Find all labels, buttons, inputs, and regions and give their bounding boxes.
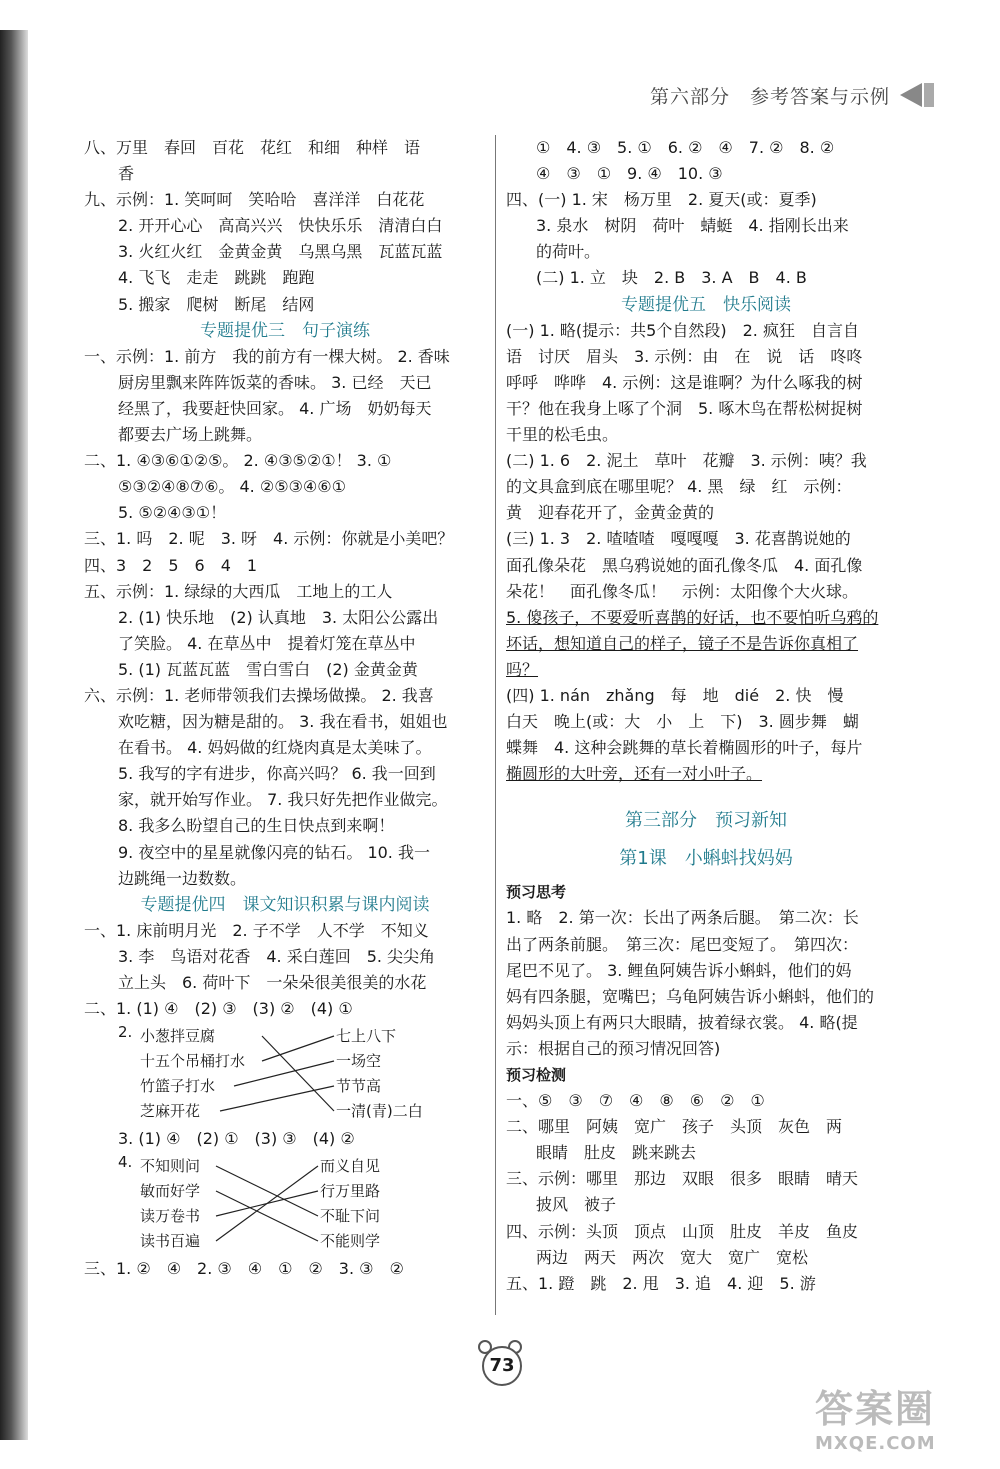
answer-line: 六、示例：1. 老师带领我们去操场做操。 2. 我喜 — [84, 685, 434, 705]
matching-exercise-2 — [84, 1152, 486, 1256]
answer-line: 五、1. 蹬 跳 2. 甩 3. 追 4. 迎 5. 游 — [506, 1273, 816, 1293]
answer-line: 9. 夜空中的星星就像闪亮的钻石。 10. 我一 — [118, 842, 430, 862]
answer-line: 欢吃糖，因为糖是甜的。 3. 我在看书，姐姐也 — [118, 712, 448, 732]
answer-line: 3. 泉水 树阴 荷叶 蜻蜓 4. 指刚长出来 — [536, 216, 849, 236]
answer-line: 披风 被子 — [536, 1195, 617, 1215]
watermark-url: MXQE.COM — [815, 1433, 936, 1454]
lesson-title: 第1课 小蝌蚪找妈妈 — [619, 848, 793, 870]
right-column — [506, 135, 906, 1297]
answer-line-underlined: 5. 傻孩子，不要爱听喜鹊的好话，也不要怕听乌鸦的 — [506, 607, 879, 627]
header-arrow-icon — [900, 83, 922, 107]
match-number: 4. — [118, 1153, 133, 1172]
answer-line: 眼睛 肚皮 跳来跳去 — [536, 1143, 697, 1163]
answer-line: 三、示例：哪里 那边 双眼 很多 眼睛 晴天 — [506, 1169, 859, 1189]
answer-line: 尾巴不见了。 3. 鲤鱼阿姨告诉小蝌蚪，他们的妈 — [506, 960, 852, 980]
answer-line: 二、1. (1) ④ (2) ③ (3) ② (4) ① — [84, 999, 353, 1019]
match-right-item: 不能则学 — [320, 1232, 381, 1251]
answer-line: 2. 开开心心 高高兴兴 快快乐乐 清清白白 — [118, 216, 443, 236]
match-right-item: 一清(青)二白 — [336, 1102, 423, 1121]
match-lines-1 — [84, 1022, 486, 1126]
answer-line: 黄 迎春花开了，金黄金黄的 — [506, 503, 715, 523]
answer-line: 出了两条前腿。 第三次：尾巴变短了。 第四次： — [506, 934, 859, 954]
answer-line: 三、1. ② ④ 2. ③ ④ ① ② 3. ③ ② — [84, 1259, 404, 1279]
answer-line: 四、示例：头顶 顶点 山顶 肚皮 羊皮 鱼皮 — [506, 1221, 859, 1241]
answer-line: 五、示例：1. 绿绿的大西瓜 工地上的工人 — [84, 581, 393, 601]
match-number: 2. — [118, 1023, 133, 1042]
answer-line: 面孔像朵花 黑乌鸦说她的面孔像冬瓜 4. 面孔像 — [506, 555, 863, 575]
answer-line: 呼呼 哗哗 4. 示例：这是谁啊？为什么啄我的树 — [506, 372, 863, 392]
match-right-item: 一场空 — [336, 1052, 382, 1071]
section-title: 专题提优五 快乐阅读 — [621, 294, 791, 315]
subsection-title: 预习思考 — [506, 883, 567, 902]
answer-line: 三、1. 吗 2. 呢 3. 呀 4. 示例：你就是小美吧？ — [84, 529, 454, 549]
answer-line: 一、示例：1. 前方 我的前方有一棵大树。 2. 香味 — [84, 346, 450, 366]
answer-line: 5. 搬家 爬树 断尾 结网 — [118, 294, 315, 314]
match-right-item: 不耻下问 — [320, 1207, 381, 1226]
answer-line: 1. 略 2. 第一次：长出了两条后腿。 第二次：长 — [506, 908, 859, 928]
match-left-item: 不知则问 — [140, 1157, 201, 1176]
answer-line: 家，就开始写作业。 7. 我只好先把作业做完。 — [118, 790, 448, 810]
answer-line: 二、1. ④③⑥①②⑤。 2. ④③⑤②①！ 3. ① — [84, 451, 392, 471]
answer-line: 一、1. 床前明月光 2. 子不学 人不学 不知义 — [84, 920, 429, 940]
match-left-item: 芝麻开花 — [140, 1102, 201, 1121]
part-title: 第三部分 预习新知 — [625, 810, 787, 832]
answer-line: ① 4. ③ 5. ① 6. ② ④ 7. ② 8. ② — [536, 138, 835, 157]
match-left-item: 读万卷书 — [140, 1207, 201, 1226]
answer-line: 二、哪里 阿姨 宽广 孩子 头顶 灰色 两 — [506, 1117, 843, 1137]
answer-line: 5. 我写的字有进步，你高兴吗？ 6. 我一回到 — [118, 764, 436, 784]
answer-line: 5. ⑤②④③①！ — [118, 503, 227, 523]
answer-line: 朵花！ 面孔像冬瓜！ 示例：太阳像个大火球。 — [506, 581, 859, 601]
answer-line: 干？他在我身上啄了个洞 5. 啄木鸟在帮松树捉树 — [506, 398, 863, 418]
answer-line: ⑤③②④⑧⑦⑥。 4. ②⑤③④⑥① — [118, 477, 346, 497]
answer-line: 经黑了，我要赶快回家。 4. 广场 奶奶每天 — [118, 398, 432, 418]
spacer — [506, 787, 906, 803]
header-bar-icon — [924, 83, 934, 107]
match-left-item: 敏而好学 — [140, 1182, 201, 1201]
page-number-badge — [470, 1338, 530, 1394]
watermark — [815, 1378, 985, 1458]
answer-line: 白天 晚上(或：大 小 上 下) 3. 圆步舞 蝴 — [506, 712, 859, 732]
answer-line: 蝶舞 4. 这种会跳舞的草长着椭圆形的叶子，每片 — [506, 738, 863, 758]
answer-line: 的荷叶。 — [536, 242, 601, 262]
subsection-title: 预习检测 — [506, 1066, 567, 1084]
answer-line: 的文具盒到底在哪里呢？ 4. 黑 绿 红 示例： — [506, 477, 852, 497]
answer-line: (二) 1. 立 块 2. B 3. A B 4. B — [536, 268, 807, 288]
answer-line: 语 讨厌 眉头 3. 示例：由 在 说 话 咚咚 — [506, 346, 863, 366]
match-left-item: 竹篮子打水 — [140, 1077, 216, 1096]
answer-line: 九、示例：1. 笑呵呵 笑哈哈 喜洋洋 白花花 — [84, 190, 425, 210]
match-right-item: 而义自见 — [320, 1157, 381, 1176]
answer-line: 3. 李 鸟语对花香 4. 采白莲回 5. 尖尖角 — [118, 946, 436, 966]
match-left-item: 读书百遍 — [140, 1232, 201, 1251]
answer-line: 都要去广场上跳舞。 — [118, 425, 263, 445]
answer-line: 在看书。 4. 妈妈做的红烧肉真是太美味了。 — [118, 738, 432, 758]
answer-line: 干里的松毛虫。 — [506, 425, 619, 445]
answer-line: 立上头 6. 荷叶下 一朵朵很美很美的水花 — [118, 973, 427, 992]
answer-line: 一、⑤ ③ ⑦ ④ ⑧ ⑥ ② ① — [506, 1091, 765, 1111]
match-left-item: 十五个吊桶打水 — [140, 1052, 246, 1071]
left-column — [84, 135, 486, 1282]
answer-line: 了笑脸。 4. 在草丛中 提着灯笼在草丛中 — [118, 633, 416, 653]
match-right-item: 七上八下 — [336, 1027, 397, 1046]
header-title: 第六部分 参考答案与示例 — [650, 85, 891, 108]
answer-line: (四) 1. nán zhǎng 每 地 dié 2. 快 慢 — [506, 685, 844, 705]
answer-line: 妈有四条腿，宽嘴巴；乌龟阿姨告诉小蝌蚪，他们的 — [506, 986, 875, 1006]
answer-line-underlined: 吗？ — [506, 659, 539, 679]
matching-exercise-1 — [84, 1022, 486, 1126]
match-right-item: 行万里路 — [320, 1182, 381, 1201]
answer-line: 边跳绳一边数数。 — [118, 868, 247, 888]
answer-line: 3. (1) ④ (2) ① (3) ③ (4) ② — [118, 1129, 355, 1149]
answer-line-underlined: 坏话，想知道自己的样子，镜子不是告诉你真相了 — [506, 633, 859, 653]
answer-line: 4. 飞飞 走走 跳跳 跑跑 — [118, 268, 315, 288]
answer-line: (二) 1. 6 2. 泥土 草叶 花瓣 3. 示例：咦？我 — [506, 451, 867, 471]
page-number: 73 — [482, 1346, 522, 1386]
answer-line-underlined: 椭圆形的大叶旁，还有一对小叶子。 — [506, 764, 763, 784]
section-title: 专题提优四 课文知识积累与课内阅读 — [140, 894, 430, 915]
match-right-item: 节节高 — [336, 1077, 382, 1096]
answer-line: 8. 我多么盼望自己的生日快点到来啊！ — [118, 816, 395, 836]
match-lines-2 — [84, 1152, 486, 1256]
answer-line: 5. (1) 瓦蓝瓦蓝 雪白雪白 (2) 金黄金黄 — [118, 659, 418, 679]
answer-line: 厨房里飘来阵阵饭菜的香味。 3. 已经 天已 — [118, 372, 432, 392]
answer-line: (三) 1. 3 2. 喳喳喳 嘎嘎嘎 3. 花喜鹊说她的 — [506, 529, 851, 549]
column-divider — [495, 135, 496, 1315]
watermark-logo: 答案圈 — [815, 1387, 936, 1431]
answer-line: 四、3 2 5 6 4 1 — [84, 555, 258, 575]
book-spine-shadow — [0, 30, 28, 1440]
answer-line: 香 — [118, 164, 135, 184]
answer-line: 2. (1) 快乐地 (2) 认真地 3. 太阳公公露出 — [118, 607, 439, 627]
answer-line: (一) 1. 略(提示：共5个自然段) 2. 疯狂 自言自 — [506, 320, 859, 340]
answer-line: 两边 两天 两次 宽大 宽广 宽松 — [536, 1247, 809, 1267]
section-title: 专题提优三 句子演练 — [200, 320, 370, 341]
answer-line: 示：根据自己的预习情况回答) — [506, 1038, 721, 1058]
answer-line: 四、(一) 1. 宋 杨万里 2. 夏天(或：夏季) — [506, 190, 817, 210]
answer-line: 八、万里 春回 百花 花红 和细 种样 语 — [84, 138, 421, 157]
answer-line: ④ ③ ① 9. ④ 10. ③ — [536, 164, 723, 184]
page-header — [650, 80, 934, 110]
answer-line: 妈妈头顶上有两只大眼睛，披着绿衣裳。 4. 略(提 — [506, 1012, 858, 1032]
answer-line: 3. 火红火红 金黄金黄 乌黑乌黑 瓦蓝瓦蓝 — [118, 242, 443, 262]
match-left-item: 小葱拌豆腐 — [140, 1027, 216, 1046]
